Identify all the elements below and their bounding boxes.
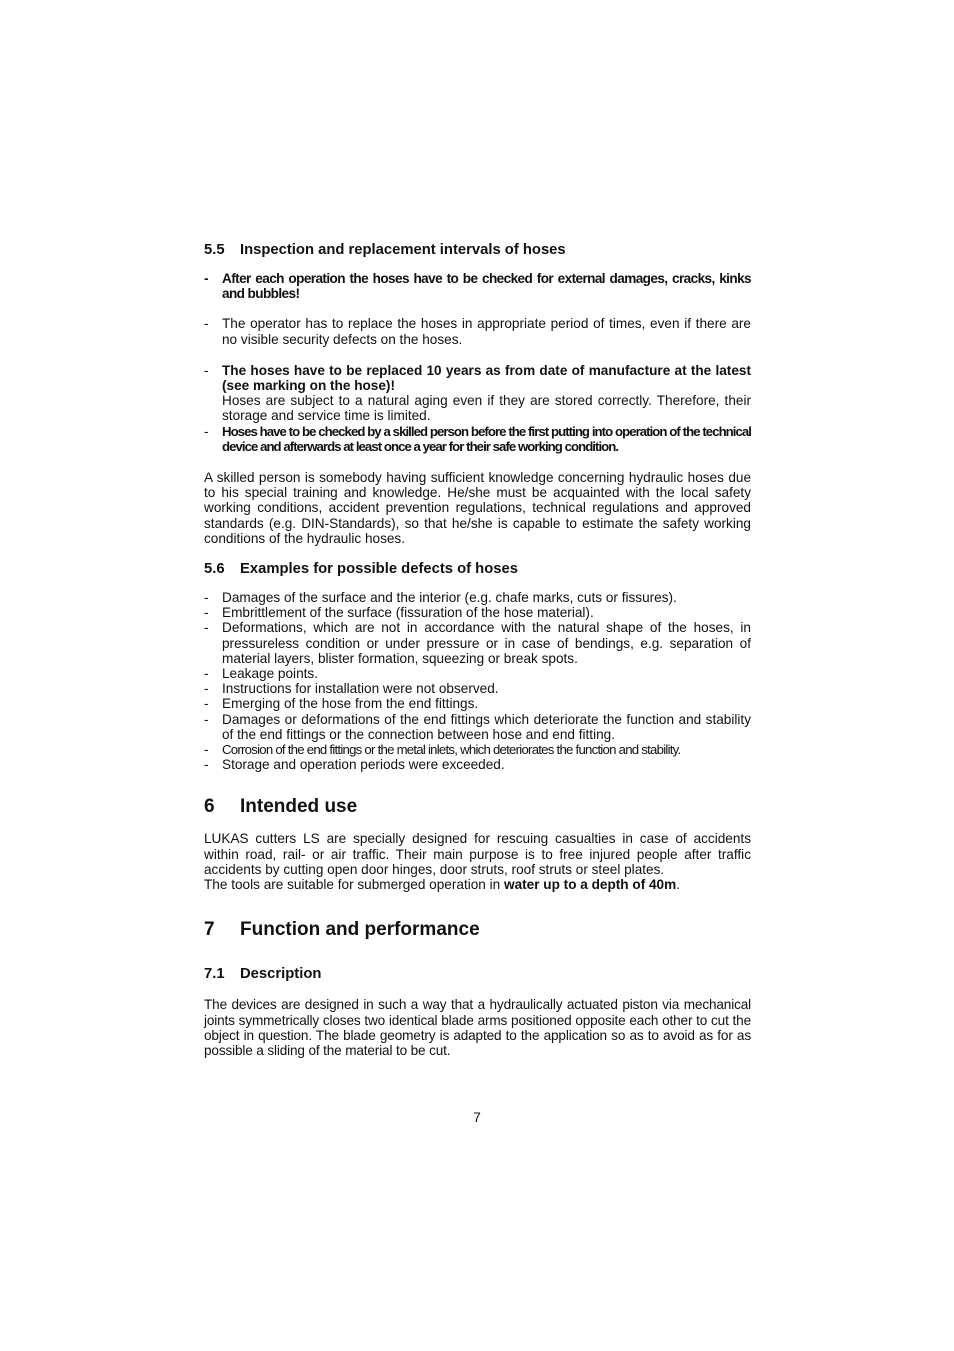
list-dash: -: [204, 316, 209, 332]
section-number: 5.5: [204, 242, 225, 258]
list-item: [204, 696, 751, 711]
list-item: [204, 681, 751, 696]
list-item: [204, 666, 751, 681]
list-dash: -: [204, 271, 209, 286]
list-item: [204, 742, 751, 757]
list-item-text: Deformations, which are not in accordance with the natural shape of the hoses, in pressureless condition or under pressure or in case of bendings, e.g. separation of material layers, blister formation, squeezing or break spots.: [222, 620, 751, 666]
submerged-depth: water up to a depth of 40m: [504, 877, 677, 893]
skilled-person-paragraph: A skilled person is somebody having sufficient knowledge concerning hydraulic hoses due to his special training and knowledge. He/she must be acquainted with the local safety working conditions, accident prevention regulations, technical regulations and approved standards (e.g. DIN-Standards), so that he/she is capable to estimate the safety working conditions of the hydraulic hoses.: [204, 470, 751, 546]
section-title: Intended use: [240, 796, 358, 818]
list-item-bold-text: The hoses have to be replaced 10 years as from date of manufacture at the latest (see marking on the hose)!: [222, 362, 751, 394]
section-title: Function and performance: [240, 919, 480, 941]
list-item: [204, 363, 751, 424]
section-6-heading: [204, 796, 751, 818]
list-item-text: Hoses have to be checked by a skilled person before the first putting into operation of the technical device and afterwards at least once a year for their safe working condition.: [222, 423, 751, 454]
list-dash: -: [204, 666, 209, 682]
list-item-text: Storage and operation periods were exceeded.: [222, 757, 505, 773]
submerged-suffix: .: [676, 877, 680, 893]
intended-use-paragraph: LUKAS cutters LS are specially designed for rescuing casualties in case of accidents within road, rail- or air traffic. Their main purpose is to free injured people after traffic accidents by cutting open door hinges, door struts, roof struts or steel plates.: [204, 831, 751, 877]
list-item: [204, 590, 751, 605]
list-dash: -: [204, 681, 209, 697]
list-dash: -: [204, 696, 209, 712]
list-item-text: Corrosion of the end fittings or the metal inlets, which deteriorates the function and stability.: [222, 742, 681, 758]
section-number: 6: [204, 796, 215, 818]
list-item: [204, 271, 751, 301]
list-item: [204, 620, 751, 666]
list-item: [204, 712, 751, 742]
list-item: [204, 316, 751, 346]
list-item: [204, 424, 751, 454]
section-number: 7.1: [204, 966, 225, 983]
list-item: [204, 605, 751, 620]
list-dash: -: [204, 757, 209, 773]
section-title: Description: [240, 966, 322, 983]
list-item-text: Damages or deformations of the end fittings which deteriorate the function and stability of the end fittings or the connection between hose and end fitting.: [222, 711, 751, 742]
list-item-content: [222, 363, 751, 424]
section-title: Inspection and replacement intervals of hoses: [240, 242, 566, 258]
list-dash: -: [204, 742, 209, 758]
page-body: [204, 240, 751, 1058]
section-5-5-heading: [204, 241, 751, 259]
list-item-text: After each operation the hoses have to be checked for external damages, cracks, kinks and bubbles!: [222, 271, 751, 302]
description-paragraph: The devices are designed in such a way that a hydraulically actuated piston via mechanical joints symmetrically closes two identical blade arms positioned opposite each other to cut the object in question. The blade geometry is adapted to the application so as to avoid as for as possible a sliding of the material to be cut.: [204, 997, 751, 1058]
list-item-text: The operator has to replace the hoses in appropriate period of times, even if there are no visible security defects on the hoses.: [222, 316, 751, 347]
list-item: [204, 757, 751, 772]
list-item-text: Emerging of the hose from the end fittings.: [222, 696, 479, 712]
list-item-text: Hoses are subject to a natural aging even if they are stored correctly. Therefore, their storage and service time is limited.: [222, 393, 751, 424]
list-dash: -: [204, 362, 209, 378]
list-dash: -: [204, 711, 209, 727]
list-item-text: Damages of the surface and the interior (e.g. chafe marks, cuts or fissures).: [222, 590, 677, 606]
intended-use-submerged-line: [204, 877, 751, 892]
list-dash: -: [204, 620, 209, 636]
section-number: 7: [204, 919, 215, 941]
section-number: 5.6: [204, 561, 225, 578]
section-7-heading: [204, 919, 751, 941]
submerged-text: The tools are suitable for submerged operation in: [204, 877, 504, 893]
section-7-1-heading: [204, 965, 751, 983]
list-dash: -: [204, 423, 209, 439]
section-5-6-heading: [204, 560, 751, 578]
page-number: 7: [473, 1110, 481, 1125]
list-dash: -: [204, 605, 209, 621]
defects-list: [204, 590, 751, 772]
list-item-text: Embrittlement of the surface (fissuration of the hose material).: [222, 605, 594, 621]
section-title: Examples for possible defects of hoses: [240, 561, 518, 578]
list-item-text: Leakage points.: [222, 666, 318, 682]
list-dash: -: [204, 590, 209, 606]
list-item-text: Instructions for installation were not observed.: [222, 681, 499, 697]
